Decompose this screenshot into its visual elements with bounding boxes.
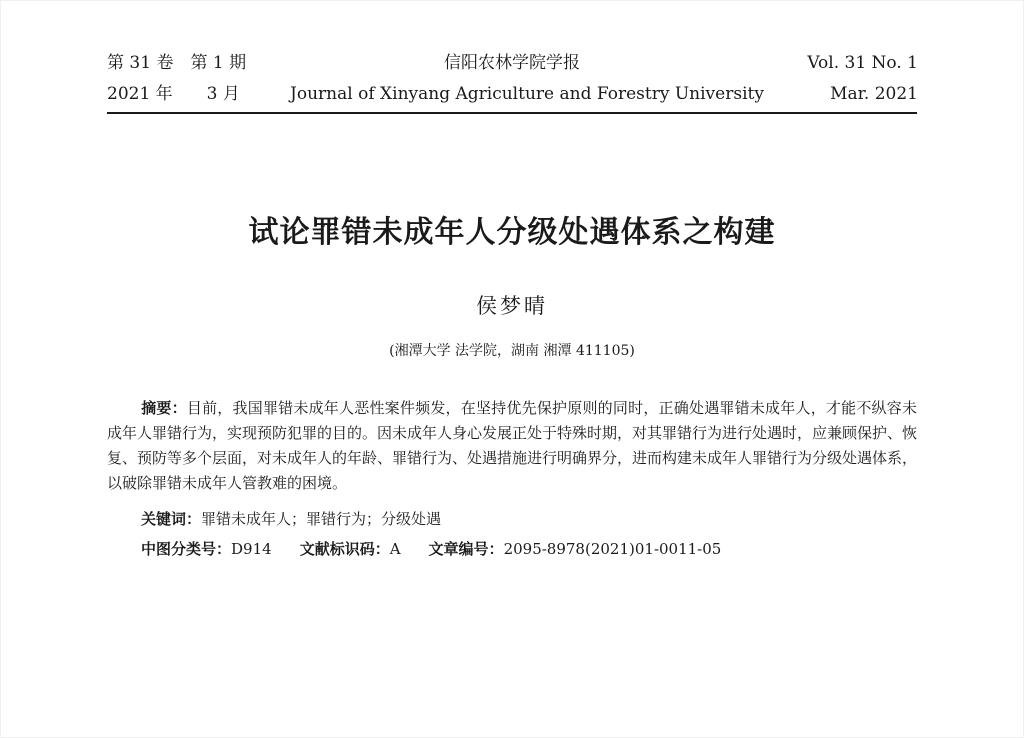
clc-label: 中图分类号： bbox=[141, 540, 232, 558]
header-rule bbox=[107, 112, 917, 114]
doc-code-label: 文献标识码： bbox=[299, 540, 390, 558]
abstract-label: 摘要： bbox=[141, 399, 187, 417]
clc-value: D914 bbox=[231, 540, 272, 558]
doc-code-value: A bbox=[389, 540, 401, 558]
article-title: 试论罪错未成年人分级处遇体系之构建 bbox=[248, 215, 776, 250]
article-author: 侯梦晴 bbox=[476, 294, 548, 318]
header-journal-cn: 信阳农林学院学报 bbox=[444, 53, 580, 73]
classification-line bbox=[141, 538, 721, 560]
header-journal-en: Journal of Xinyang Agriculture and Forestry University bbox=[290, 84, 764, 104]
header-volume-issue-cn: 第 31 卷 第 1 期 bbox=[107, 53, 247, 73]
keywords-label: 关键词： bbox=[141, 510, 202, 528]
header-date-cn: 2021 年 3 月 bbox=[107, 84, 240, 104]
abstract-text: 目前，我国罪错未成年人恶性案件频发，在坚持优先保护原则的同时，正确处遇罪错未成年人，才能不纵容未成年人罪错行为，实现预防犯罪的目的。因未成年人身心发展正处于特殊时期，对其罪错行为进行处遇时，应兼顾保护、恢复、预防等多个层面，对未成年人的年龄、罪错行为、处遇措施进行明确界分，进而构建未成年人罪错行为分级处遇体系，以破除罪错未成年人管教难的困境。 bbox=[107, 399, 918, 492]
article-number-value: 2095-8978(2021)01-0011-05 bbox=[503, 540, 722, 558]
doc-code-field bbox=[300, 538, 401, 560]
keywords bbox=[141, 508, 441, 530]
article-affiliation: (湘潭大学 法学院，湖南 湘潭 411105) bbox=[389, 343, 635, 359]
header-volume-issue-en: Vol. 31 No. 1 bbox=[807, 53, 918, 73]
abstract bbox=[107, 396, 917, 496]
article-number-field bbox=[429, 538, 722, 560]
clc-field bbox=[141, 538, 272, 560]
article-number-label: 文章编号： bbox=[428, 540, 504, 558]
header-date-en: Mar. 2021 bbox=[830, 84, 918, 104]
keywords-text: 罪错未成年人；罪错行为；分级处遇 bbox=[201, 510, 442, 528]
